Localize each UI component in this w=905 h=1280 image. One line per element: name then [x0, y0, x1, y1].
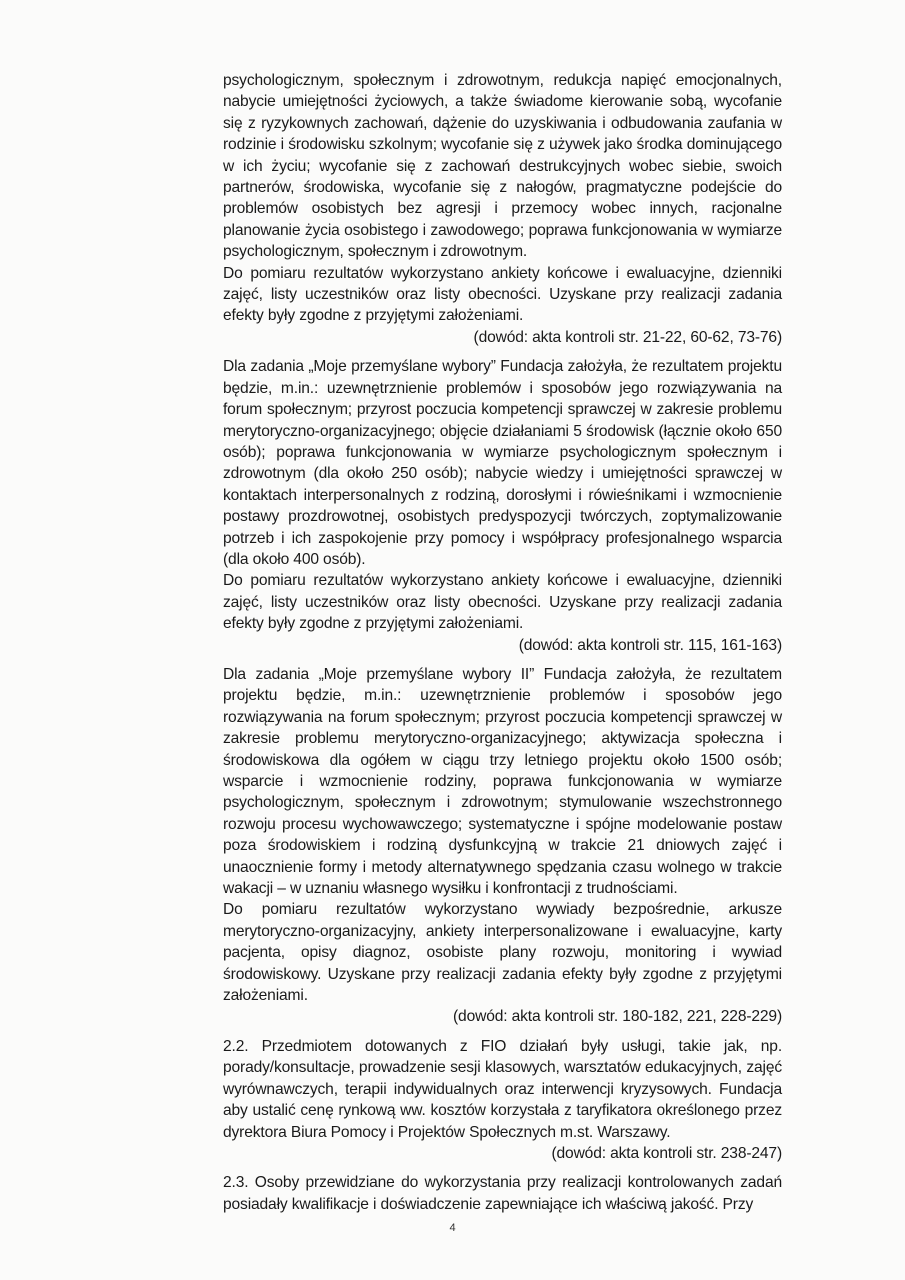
paragraph-moje-przemyslane-wybory-ii: Dla zadania „Moje przemyślane wybory II” Fundacja założyła, że rezultatem projektu będzie, m.in.: uzewnętrznienie problemów i sposobów jego rozwiązywania na forum społecznym; przyrost poczucia kompetencji sprawczej w zakresie problemu merytoryczno-organizacyjnego; aktywizacja społeczna i środowiskowa dla ogółem w ciągu trzy letniego projektu około 1500 osób; wsparcie i wzmocnienie rodziny, poprawa funkcjonowania w wymiarze psychologicznym, społecznym i zdrowotnym; stymulowanie wszechstronnego rozwoju procesu wychowawczego; systematyczne i spójne modelowanie postaw poza środowiskiem i rodziną dysfunkcyjną w trakcie 21 dniowych zajęć i unaocznienie formy i metody alternatywnego spędzania czasu wolnego w trakcie wakacji – w uznaniu własnego wysiłku i konfrontacji z trudnościami.: [223, 665, 782, 898]
evidence-reference-4: (dowód: akta kontroli str. 238-247): [551, 1144, 782, 1162]
evidence-reference-3: (dowód: akta kontroli str. 180-182, 221, 228-229): [453, 1008, 782, 1026]
paragraph-outcomes-continued: psychologicznym, społecznym i zdrowotnym, redukcja napięć emocjonalnych, nabycie umiejętności życiowych, a także świadome kierowanie sobą, wycofanie się z ryzykownych zachowań, dążenie do uzyskiwania i odbudowania zaufania w rodzinie i środowisku szkolnym; wycofanie się z używek jako środka dominującego w ich życiu; wycofanie się z zachowań destrukcyjnych wobec siebie, swoich partnerów, środowiska, wycofanie się z nałogów, pragmatyczne podejście do problemów osobistych bez agresji i przemocy wobec innych, racjonalne planowanie życia osobistego i zawodowego; poprawa funkcjonowania w wymiarze psychologicznym, społecznym i zdrowotnym.: [223, 72, 782, 261]
paragraph-moje-przemyslane-wybory: Dla zadania „Moje przemyślane wybory” Fundacja założyła, że rezultatem projektu będzie, m.in.: uzewnętrznienie problemów i sposobów jego rozwiązywania na forum społecznym; przyrost poczucia kompetencji sprawczej w zakresie problemu merytoryczno-organizacyjnego; objęcie działaniami 5 środowisk (łącznie około 650 osób); poprawa funkcjonowania w wymiarze psychologicznym społecznym i zdrowotnym (dla około 250 osób); nabycie wiedzy i umiejętności sprawczej w kontaktach interpersonalnych z rodziną, dorosłymi i rówieśnikami i wzmocnienie postawy prozdrowotnej, osobistych predyspozycji twórczych, zoptymalizowanie potrzeb i ich zaspokojenie przy pomocy i współpracy profesjonalnego wsparcia (dla około 400 osób).: [223, 358, 782, 568]
paragraph-section-2-3: 2.3. Osoby przewidziane do wykorzystania przy realizacji kontrolowanych zadań posiadały kwalifikacje i doświadczenie zapewniające ich właściwą jakość. Przy: [223, 1174, 782, 1213]
paragraph-measurement-2: Do pomiaru rezultatów wykorzystano ankiety końcowe i ewaluacyjne, dzienniki zajęć, listy uczestników oraz listy obecności. Uzyskane przy realizacji zadania efekty były zgodne z przyjętymi założeniami.: [223, 572, 782, 633]
evidence-reference-1: (dowód: akta kontroli str. 21-22, 60-62, 73-76): [473, 328, 782, 346]
evidence-reference-2: (dowód: akta kontroli str. 115, 161-163): [518, 636, 782, 654]
paragraph-section-2-2: 2.2. Przedmiotem dotowanych z FIO działań były usługi, takie jak, np. porady/konsultacje, prowadzenie sesji klasowych, warsztatów edukacyjnych, zajęć wyrównawczych, terapii indywidualnych oraz interwencji kryzysowych. Fundacja aby ustalić cenę rynkową ww. kosztów korzystała z taryfikatora określonego przez dyrektora Biura Pomocy i Projektów Społecznych m.st. Warszawy.: [223, 1037, 782, 1141]
paragraph-measurement-3: Do pomiaru rezultatów wykorzystano wywiady bezpośrednie, arkusze merytoryczno-organizacyjny, ankiety interpersonalizowane i ewaluacyjne, karty pacjenta, opisy diagnoz, osobiste plany rozwoju, monitoring i wywiad środowiskowy. Uzyskane przy realizacji zadania efekty były zgodne z przyjętymi założeniami.: [223, 901, 782, 1005]
document-body: [223, 70, 782, 1215]
paragraph-measurement-1: Do pomiaru rezultatów wykorzystano ankiety końcowe i ewaluacyjne, dzienniki zajęć, listy uczestników oraz listy obecności. Uzyskane przy realizacji zadania efekty były zgodne z przyjętymi założeniami.: [223, 264, 782, 325]
page-number: 4: [449, 1222, 456, 1234]
